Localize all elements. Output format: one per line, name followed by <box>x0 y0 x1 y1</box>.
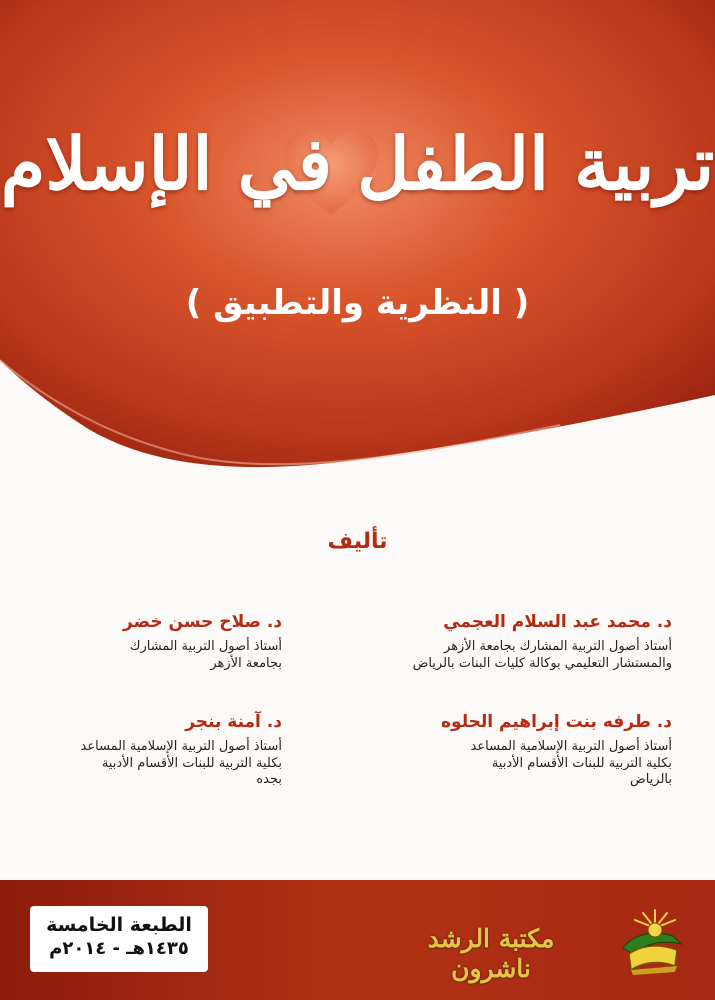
author-name: د. صلاح حسن خضر <box>123 612 282 632</box>
bottom-red-band <box>0 880 715 1000</box>
author-affiliation: بجامعة الأزهر <box>210 655 282 671</box>
author-affiliation: أستاذ أصول التربية المشارك <box>129 639 282 655</box>
author-block <box>332 712 672 788</box>
author-affiliation: بكلية التربية للبنات الأقسام الأدبية <box>101 755 282 771</box>
publisher-logo-icon <box>615 904 689 976</box>
publisher-name: مكتبة الرشد ناشرون <box>427 924 555 983</box>
author-block <box>22 712 282 788</box>
book-subtitle: ( النظرية والتطبيق ) <box>185 283 530 323</box>
edition-year: ١٤٣٥هـ - ٢٠١٤م <box>49 937 189 959</box>
author-affiliation: أستاذ أصول التربية الإسلامية المساعد <box>80 739 282 755</box>
authored-label: تأليف <box>327 529 388 554</box>
author-affiliation: أستاذ أصول التربية المشارك بجامعة الأزهر <box>444 639 672 655</box>
author-name: د. محمد عبد السلام العجمي <box>443 612 672 632</box>
author-affiliation: بجده <box>256 771 282 787</box>
author-block <box>332 612 672 672</box>
top-red-band <box>0 0 715 470</box>
author-affiliation: أستاذ أصول التربية الإسلامية المساعد <box>470 739 672 755</box>
author-name: د. آمنة بنجر <box>185 712 282 732</box>
author-affiliation: والمستشار التعليمي بوكالة كليات البنات بالرياض <box>412 655 672 671</box>
edition-label: الطبعة الخامسة <box>46 914 192 936</box>
book-title: تربية الطفل في الإسلام <box>0 121 715 206</box>
edition-box <box>30 906 208 972</box>
author-block <box>22 612 282 672</box>
author-name: د. طرفه بنت إبراهيم الحلوه <box>441 712 672 732</box>
author-affiliation: بالرياض <box>629 771 672 787</box>
author-affiliation: بكلية التربية للبنات الأقسام الأدبية <box>491 755 672 771</box>
